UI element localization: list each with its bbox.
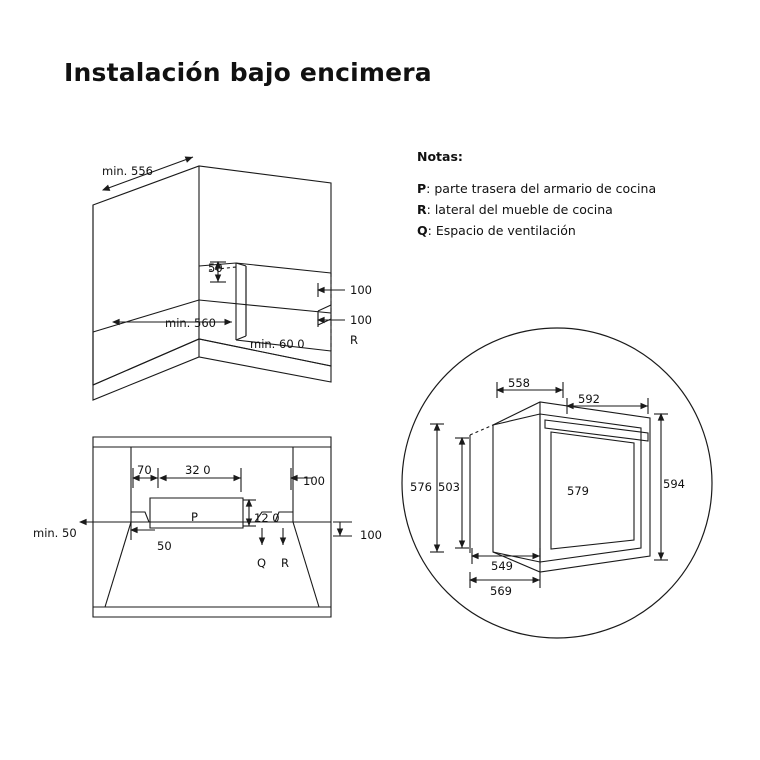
label-70: 70 xyxy=(137,463,152,477)
label-120: 12 0 xyxy=(254,511,280,525)
label-503: 503 xyxy=(438,480,460,494)
notes-heading: Notas: xyxy=(417,149,463,164)
label-100-a: 100 xyxy=(350,283,372,297)
label-320: 32 0 xyxy=(185,463,211,477)
label-50-top: 50 xyxy=(208,261,223,275)
label-min-556: min. 556 xyxy=(102,164,153,178)
label-min-560: min. 560 xyxy=(165,316,216,330)
note-key-q: Q xyxy=(417,223,428,238)
note-key-r: R xyxy=(417,202,427,217)
cabinet-plan-view xyxy=(80,437,352,617)
label-Q: Q xyxy=(257,556,267,570)
label-558: 558 xyxy=(508,376,530,390)
label-100-plan-top: 100 xyxy=(303,474,325,488)
label-min-50: min. 50 xyxy=(33,526,77,540)
cabinet-perspective-view xyxy=(93,157,345,400)
label-P: P xyxy=(191,510,198,524)
label-579: 579 xyxy=(567,484,589,498)
label-min-600: min. 60 0 xyxy=(250,337,305,351)
note-text-q: : Espacio de ventilación xyxy=(427,223,576,238)
label-592: 592 xyxy=(578,392,600,406)
label-576: 576 xyxy=(410,480,432,494)
note-key-p: P xyxy=(417,181,427,196)
page-title: Instalación bajo encimera xyxy=(64,58,432,87)
label-100-plan-bottom: 100 xyxy=(360,528,382,542)
label-594: 594 xyxy=(663,477,685,491)
label-569: 569 xyxy=(490,584,512,598)
note-text-r: : lateral del mueble de cocina xyxy=(426,202,613,217)
label-100-b: 100 xyxy=(350,313,372,327)
label-R-perspective: R xyxy=(350,333,358,347)
note-text-p: : parte trasera del armario de cocina xyxy=(426,181,657,196)
label-R-plan: R xyxy=(281,556,289,570)
label-50-plan: 50 xyxy=(157,539,172,553)
label-549: 549 xyxy=(491,559,513,573)
